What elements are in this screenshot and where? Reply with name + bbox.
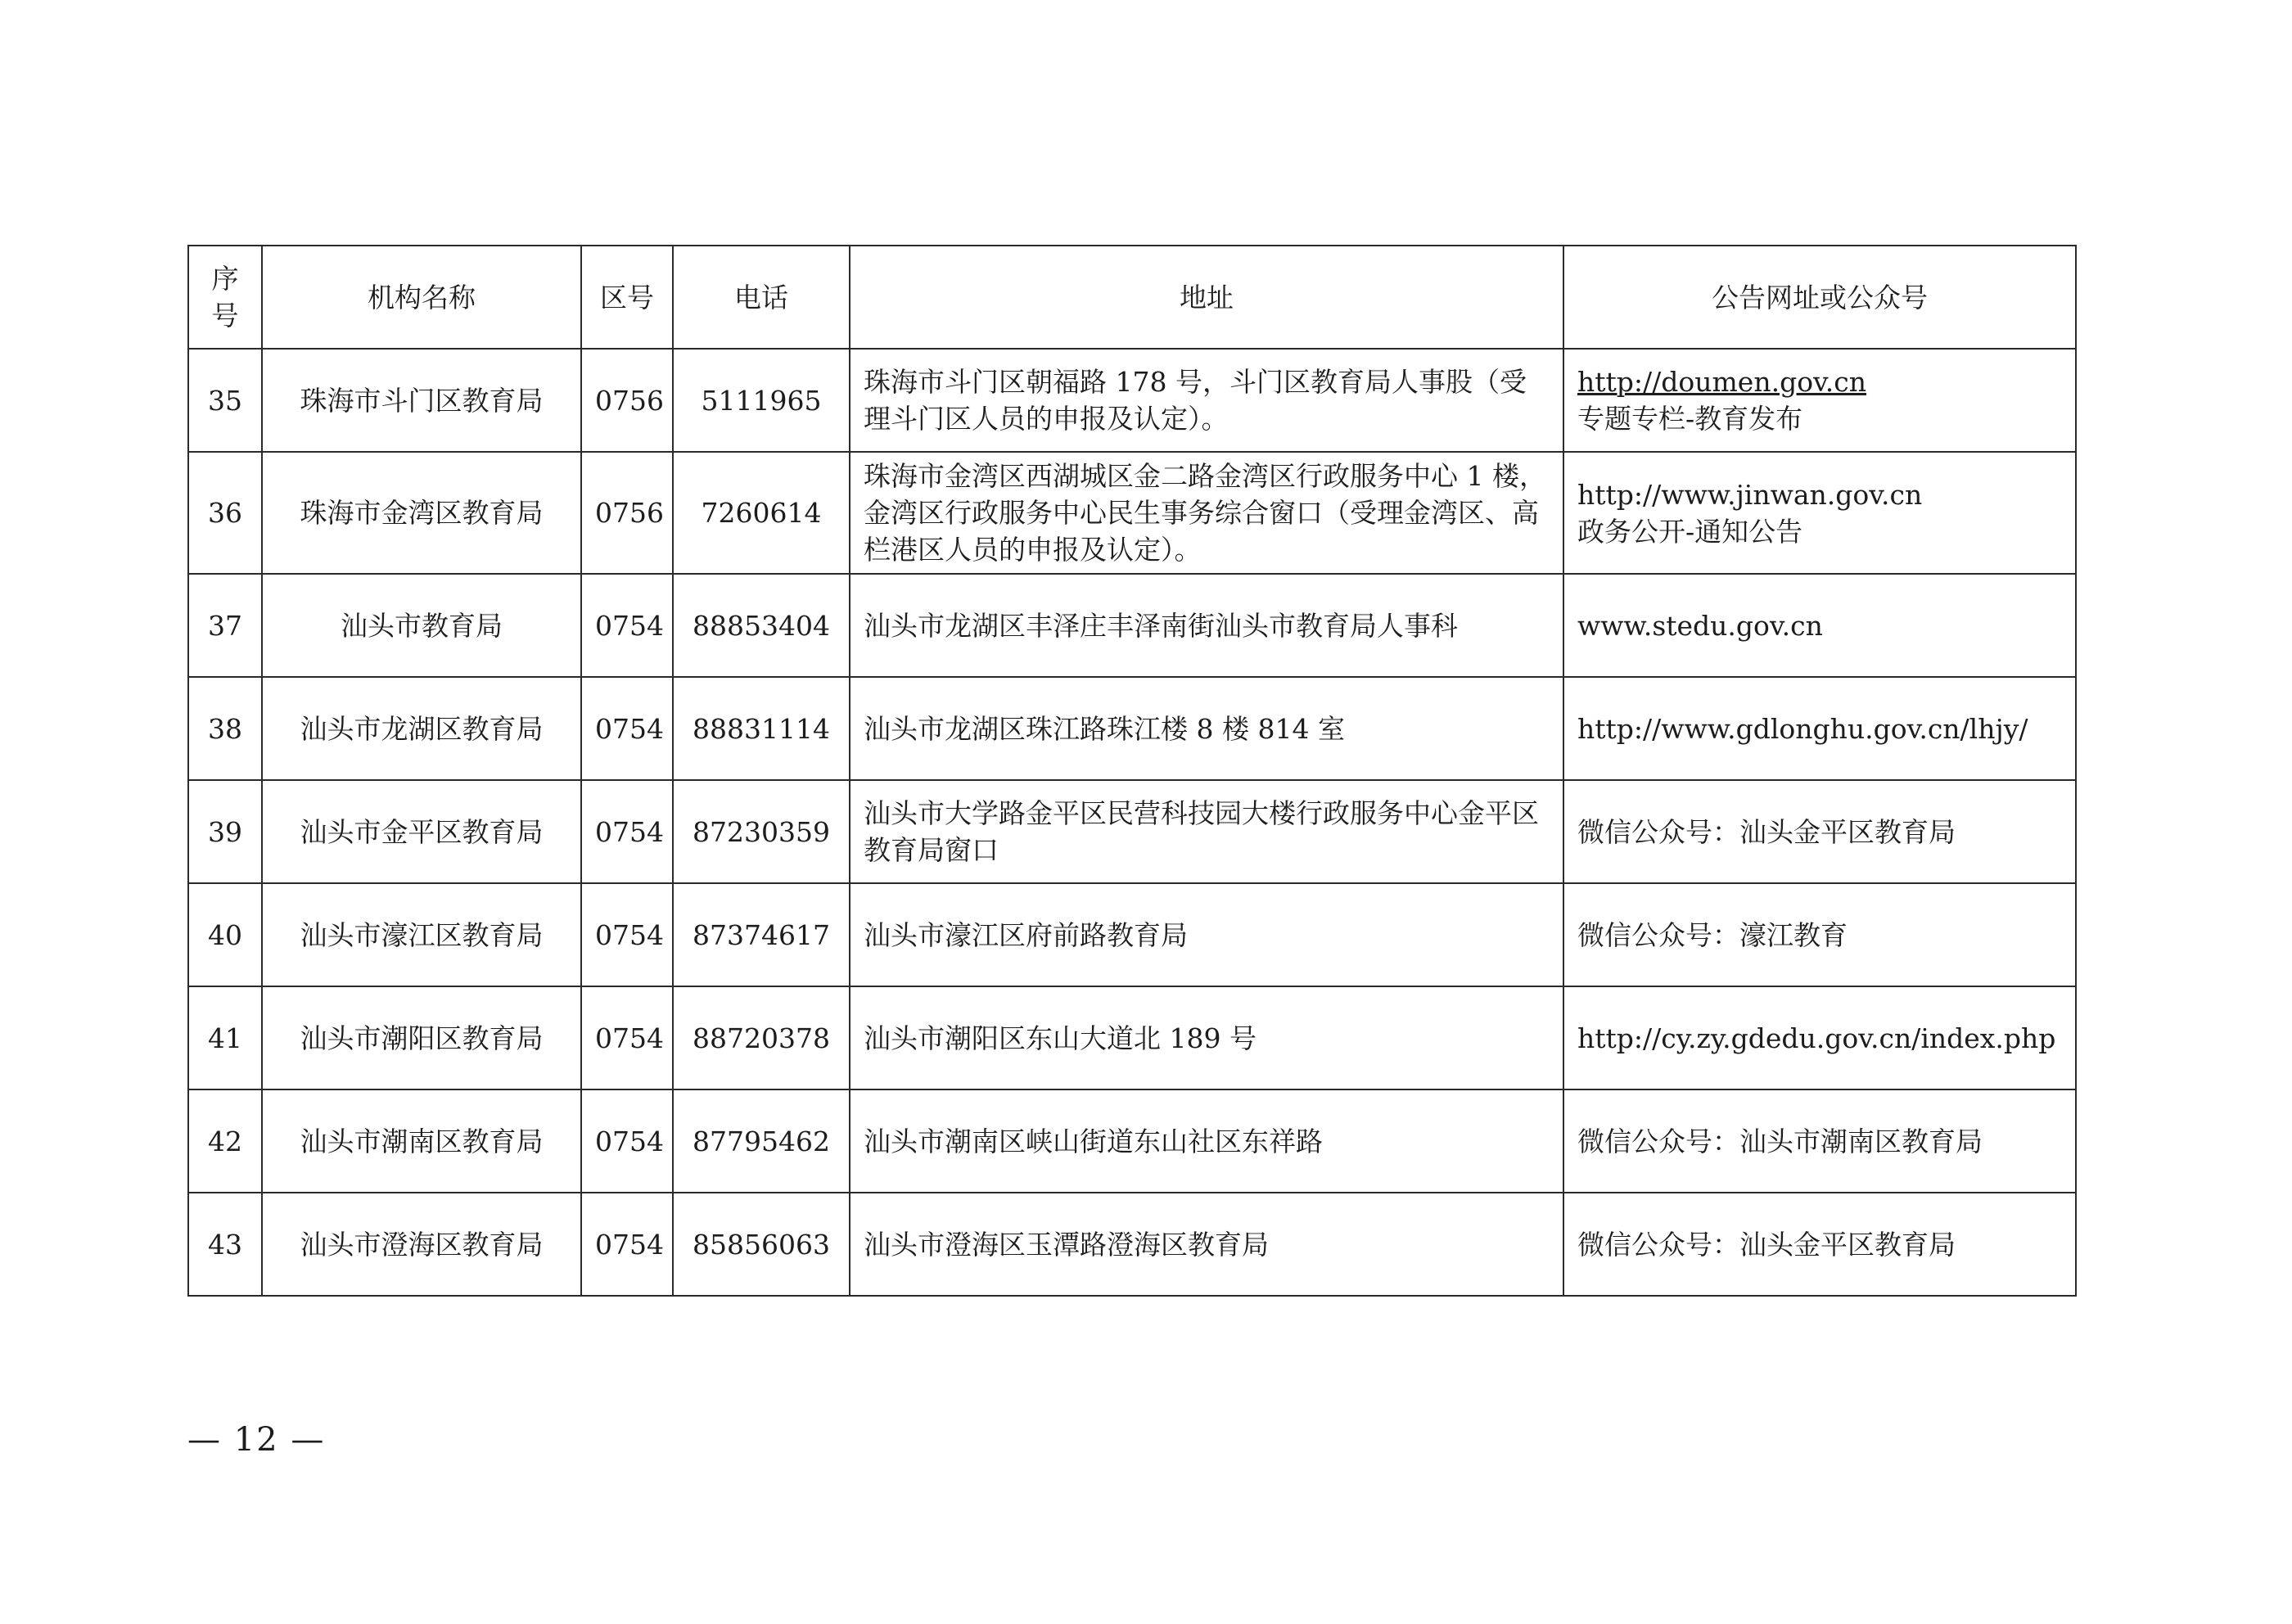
row-address: 汕头市龙湖区丰泽庄丰泽南街汕头市教育局人事科 — [850, 574, 1563, 677]
header-area-code: 区号 — [581, 246, 673, 349]
row-name: 汕头市金平区教育局 — [262, 780, 581, 883]
row-seq: 36 — [188, 452, 262, 574]
header-name: 机构名称 — [262, 246, 581, 349]
row-phone: 5111965 — [673, 349, 850, 452]
table-row — [188, 883, 2076, 986]
row-notice: http://www.gdlonghu.gov.cn/lhjy/ — [1563, 677, 2076, 780]
row-seq: 41 — [188, 986, 262, 1089]
header-seq-line2: 号 — [211, 300, 239, 332]
row-notice-link: http://www.jinwan.gov.cn — [1577, 478, 1923, 511]
row-name: 珠海市斗门区教育局 — [262, 349, 581, 452]
row-area-code: 0754 — [581, 986, 673, 1089]
row-phone: 88853404 — [673, 574, 850, 677]
row-notice: www.stedu.gov.cn — [1563, 574, 2076, 677]
row-seq: 43 — [188, 1193, 262, 1296]
table-row — [188, 349, 2076, 452]
row-area-code: 0756 — [581, 452, 673, 574]
row-name: 汕头市濠江区教育局 — [262, 883, 581, 986]
row-phone: 88720378 — [673, 986, 850, 1089]
row-seq: 39 — [188, 780, 262, 883]
table-row — [188, 780, 2076, 883]
row-notice — [1563, 452, 2076, 574]
row-address: 汕头市潮南区峡山街道东山社区东祥路 — [850, 1089, 1563, 1193]
row-notice-link[interactable]: http://doumen.gov.cn — [1577, 366, 1867, 398]
row-phone: 87230359 — [673, 780, 850, 883]
table-row — [188, 452, 2076, 574]
row-notice: http://cy.zy.gdedu.gov.cn/index.php — [1563, 986, 2076, 1089]
row-seq: 35 — [188, 349, 262, 452]
table-row — [188, 677, 2076, 780]
row-name: 汕头市潮阳区教育局 — [262, 986, 581, 1089]
row-name: 珠海市金湾区教育局 — [262, 452, 581, 574]
row-name: 汕头市教育局 — [262, 574, 581, 677]
row-notice-detail: 专题专栏-教育发布 — [1577, 403, 1803, 435]
header-phone: 电话 — [673, 246, 850, 349]
table-row — [188, 1089, 2076, 1193]
header-seq — [188, 246, 262, 349]
row-notice: 微信公众号：汕头金平区教育局 — [1563, 1193, 2076, 1296]
table-header-row — [188, 246, 2076, 349]
header-notice: 公告网址或公众号 — [1563, 246, 2076, 349]
row-address: 珠海市金湾区西湖城区金二路金湾区行政服务中心 1 楼，金湾区行政服务中心民生事务综合窗口（受理金湾区、高栏港区人员的申报及认定）。 — [850, 452, 1563, 574]
row-area-code: 0754 — [581, 1089, 673, 1193]
table-row — [188, 1193, 2076, 1296]
page-number: — 12 — — [187, 1421, 326, 1459]
table-row — [188, 574, 2076, 677]
row-area-code: 0754 — [581, 780, 673, 883]
table-row — [188, 986, 2076, 1089]
row-area-code: 0756 — [581, 349, 673, 452]
institution-table-container — [187, 245, 2075, 1297]
row-notice — [1563, 349, 2076, 452]
row-name: 汕头市澄海区教育局 — [262, 1193, 581, 1296]
header-address: 地址 — [850, 246, 1563, 349]
row-name: 汕头市潮南区教育局 — [262, 1089, 581, 1193]
row-notice: 微信公众号：濠江教育 — [1563, 883, 2076, 986]
row-seq: 40 — [188, 883, 262, 986]
row-phone: 7260614 — [673, 452, 850, 574]
row-phone: 87374617 — [673, 883, 850, 986]
row-address: 珠海市斗门区朝福路 178 号，斗门区教育局人事股（受理斗门区人员的申报及认定）。 — [850, 349, 1563, 452]
row-seq: 38 — [188, 677, 262, 780]
row-phone: 88831114 — [673, 677, 850, 780]
row-phone: 87795462 — [673, 1089, 850, 1193]
header-seq-line1: 序 — [211, 263, 239, 295]
row-area-code: 0754 — [581, 574, 673, 677]
row-notice-detail: 政务公开-通知公告 — [1577, 515, 1803, 548]
row-phone: 85856063 — [673, 1193, 850, 1296]
row-area-code: 0754 — [581, 1193, 673, 1296]
row-address: 汕头市濠江区府前路教育局 — [850, 883, 1563, 986]
row-address: 汕头市潮阳区东山大道北 189 号 — [850, 986, 1563, 1089]
row-address: 汕头市大学路金平区民营科技园大楼行政服务中心金平区教育局窗口 — [850, 780, 1563, 883]
row-notice: 微信公众号：汕头市潮南区教育局 — [1563, 1089, 2076, 1193]
institution-contact-table — [187, 245, 2077, 1297]
row-notice: 微信公众号：汕头金平区教育局 — [1563, 780, 2076, 883]
row-seq: 37 — [188, 574, 262, 677]
row-name: 汕头市龙湖区教育局 — [262, 677, 581, 780]
row-address: 汕头市澄海区玉潭路澄海区教育局 — [850, 1193, 1563, 1296]
row-area-code: 0754 — [581, 883, 673, 986]
row-area-code: 0754 — [581, 677, 673, 780]
row-seq: 42 — [188, 1089, 262, 1193]
row-address: 汕头市龙湖区珠江路珠江楼 8 楼 814 室 — [850, 677, 1563, 780]
